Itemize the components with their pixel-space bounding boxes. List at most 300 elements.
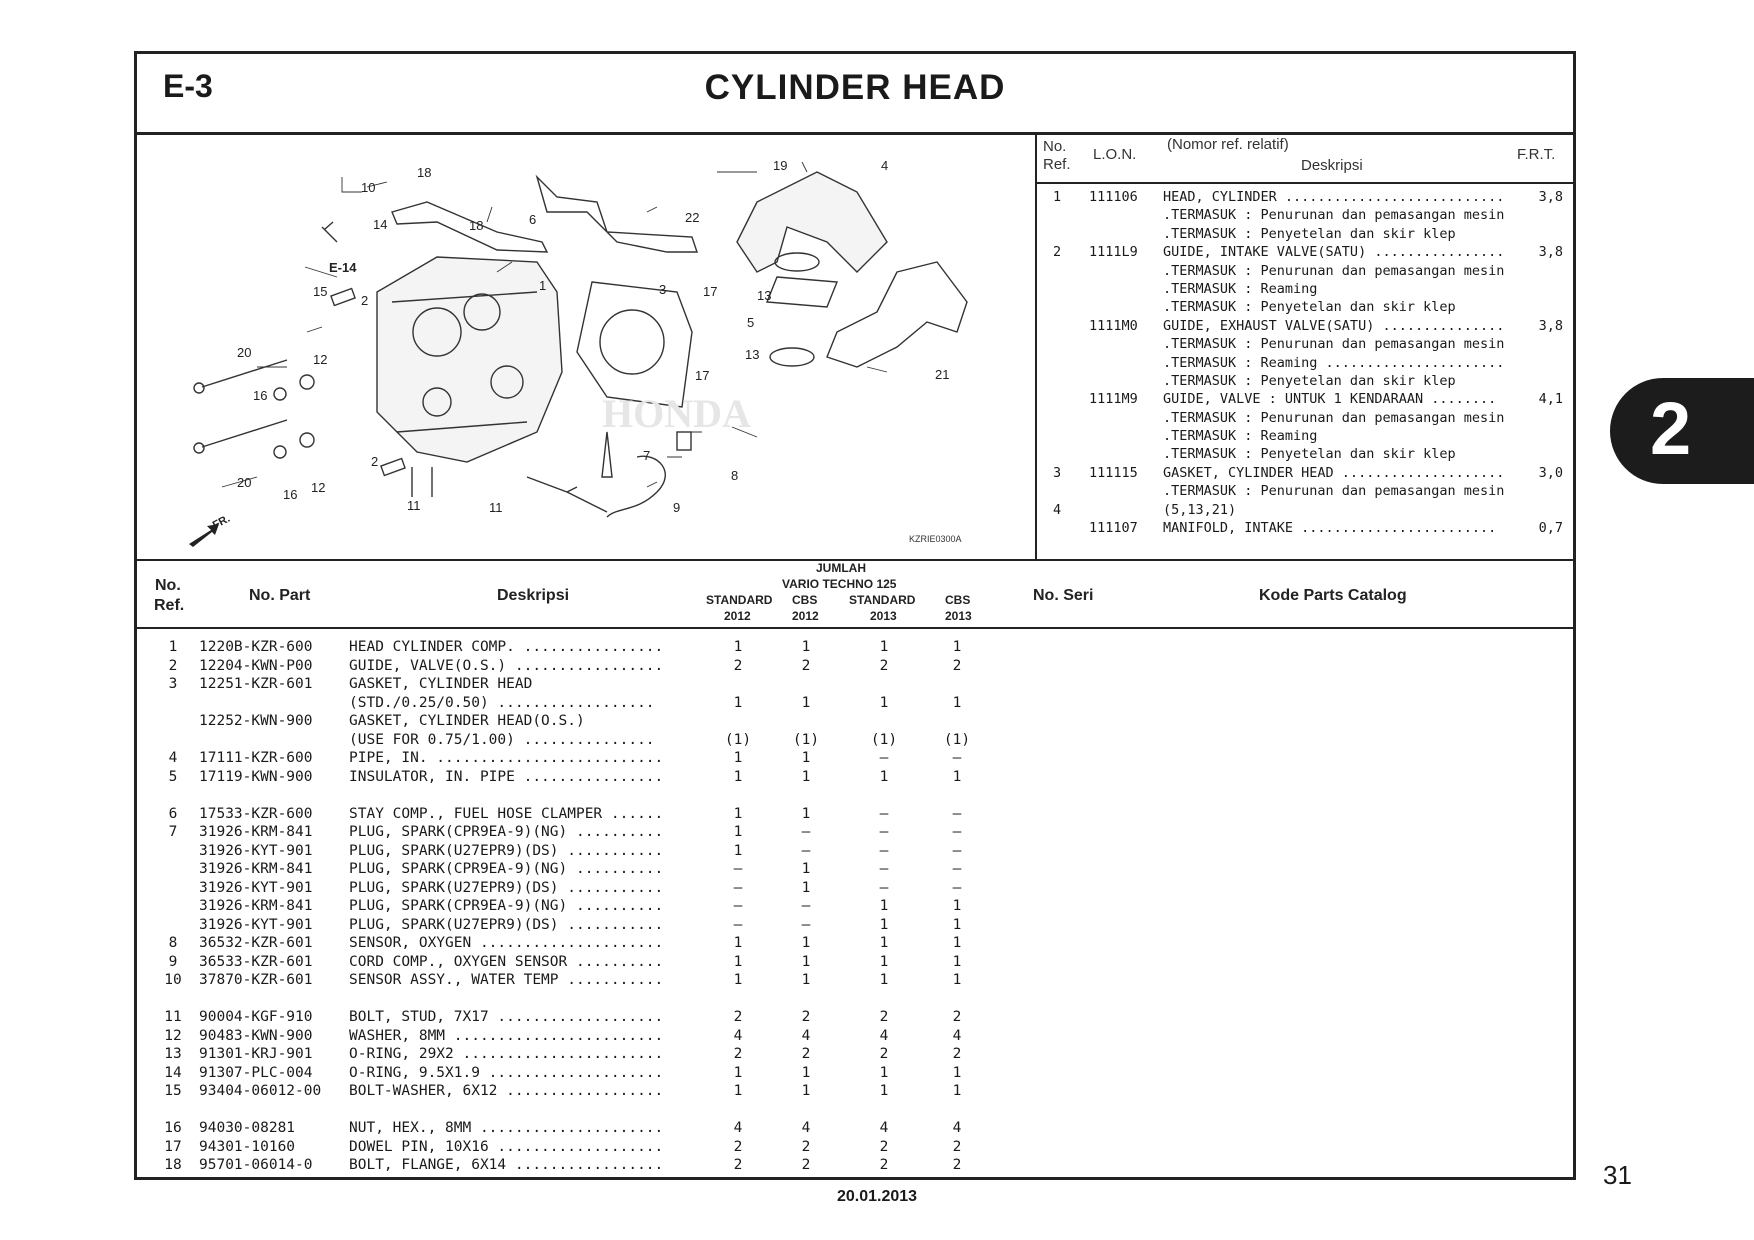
parts-table-body [137,638,1573,1175]
quantity-2: 1 [801,694,811,711]
chapter-tab [1610,378,1754,484]
part-number: 31926-KRM-841 [199,861,313,877]
ref-number: 10 [164,972,182,988]
frt-row [1037,501,1573,519]
callout-11a: 11 [407,498,421,513]
frt-col-deskripsi: Deskripsi [1301,157,1363,174]
quantity-1: 1 [733,824,743,840]
frt-desc: GUIDE, INTAKE VALVE(SATU) ................ [1163,244,1505,261]
part-number: 17533-KZR-600 [199,805,313,822]
callout-18b: 18 [469,218,484,233]
frt-desc: GUIDE, VALVE : UNTUK 1 KENDARAAN ........ [1163,391,1497,408]
ref-number: 11 [164,1009,182,1025]
part-description: SENSOR ASSY., WATER TEMP ........... [349,972,664,988]
quantity-1: 1 [733,842,743,859]
table-row [137,1008,1573,1027]
quantity-1: – [733,879,743,896]
ref-number: 17 [164,1138,182,1155]
table-row [137,823,1573,842]
page-number: 31 [1603,1160,1632,1190]
quantity-4: 2 [952,1009,962,1025]
frt-desc: .TERMASUK : Penyetelan dan skir klep [1163,446,1456,463]
col-no: No. [155,577,181,594]
part-description: NUT, HEX., 8MM ..................... [349,1120,664,1136]
callout-1: 1 [539,278,547,293]
frt-row [1037,188,1573,206]
quantity-3: 1 [879,972,889,988]
intake-pipe-drawing [737,172,887,272]
table-row [137,897,1573,916]
quantity-1: 4 [733,1027,743,1044]
table-row [137,842,1573,861]
ref-number: 15 [164,1083,182,1099]
part-description: PLUG, SPARK(CPR9EA-9)(NG) .......... [349,824,664,840]
callout-16b: 16 [283,487,298,502]
callout-7: 7 [643,448,651,463]
frt-row [1037,482,1573,500]
frt-lon: 1111M9 [1089,391,1138,408]
col-jumlah: JUMLAH [816,561,866,575]
part-number: 90004-KGF-910 [199,1009,313,1025]
table-row [137,934,1573,953]
table-row [137,1064,1573,1083]
frt-desc: GASKET, CYLINDER HEAD .................... [1163,464,1505,481]
callout-19: 19 [773,158,788,173]
part-description: O-RING, 9.5X1.9 .................... [349,1064,664,1081]
quantity-3: – [879,805,889,822]
table-row [137,953,1573,972]
quantity-2: 2 [801,1046,811,1062]
callout-15: 15 [313,284,328,299]
table-row [137,1156,1573,1175]
part-number: 93404-06012-00 [199,1083,322,1099]
quantity-3: 1 [879,1083,889,1099]
page-title: CYLINDER HEAD [704,68,1006,107]
part-number: 17111-KZR-600 [199,750,313,766]
part-number: 17119-KWN-900 [199,768,313,785]
quantity-4: 2 [952,1138,962,1155]
diagram-code: KZRIE0300A [909,534,962,544]
quantity-1: 1 [733,935,743,951]
col-cbs-2013-year: 2013 [945,609,972,623]
table-row [137,1082,1573,1101]
chapter-number: 2 [1650,387,1692,470]
callout-17b: 17 [695,368,710,383]
row-spacer [137,1101,1573,1120]
quantity-2: 2 [801,1138,811,1155]
frt-row [1037,298,1573,316]
quantity-4: 1 [952,1083,962,1099]
quantity-2: 1 [801,750,811,766]
ref-number: 12 [164,1027,182,1044]
ref-number: 4 [168,750,178,766]
col-standard-2012-year: 2012 [724,609,751,623]
part-number: 31926-KYT-901 [199,916,313,933]
quantity-1: 1 [733,805,743,822]
part-description: PLUG, SPARK(CPR9EA-9)(NG) .......... [349,898,664,914]
part-number: 31926-KRM-841 [199,824,313,840]
quantity-3: 2 [879,1157,889,1173]
quantity-3: 4 [879,1027,889,1044]
catalog-page-frame [134,51,1576,1180]
frt-row [1037,354,1573,372]
quantity-2: 1 [801,805,811,822]
frt-desc: .TERMASUK : Penurunan dan pemasangan mesin [1163,409,1505,426]
table-row [137,916,1573,935]
col-standard-2012: STANDARD [706,593,773,607]
quantity-4: 2 [952,1157,962,1173]
part-description: HEAD CYLINDER COMP. ................ [349,639,664,655]
frt-row [1037,206,1573,224]
part-description: GASKET, CYLINDER HEAD(O.S.) [349,713,585,729]
col-no-part: No. Part [249,587,311,604]
callout-2a: 2 [361,293,369,308]
frt-value: 4,1 [1538,391,1563,408]
quantity-1: 1 [733,768,743,785]
frt-desc: MANIFOLD, INTAKE ........................ [1163,520,1497,537]
quantity-1: 1 [733,750,743,766]
ref-number: 5 [168,768,178,785]
stud-bolts-drawing [202,360,287,447]
quantity-2: 1 [801,639,811,655]
quantity-4: – [952,842,962,859]
quantity-3: – [879,879,889,896]
callout-14: 14 [373,217,388,232]
frt-value: 3,0 [1538,464,1563,481]
frt-desc: GUIDE, EXHAUST VALVE(SATU) ............... [1163,317,1505,334]
part-description: GUIDE, VALVE(O.S.) ................. [349,657,664,674]
quantity-3: 1 [879,898,889,914]
diagram-svg [137,132,1035,559]
table-row [137,675,1573,694]
part-description: BOLT-WASHER, 6X12 .................. [349,1083,664,1099]
table-row [137,805,1573,824]
oxygen-sensor-drawing [527,456,665,517]
frt-lon: 111115 [1089,464,1138,481]
quantity-1: 4 [733,1120,743,1136]
quantity-1: – [733,898,743,914]
quantity-2: 2 [801,1009,811,1025]
quantity-4: 1 [952,768,962,785]
frt-col-ref: Ref. [1043,156,1071,173]
ref-number: 14 [164,1064,182,1081]
frt-ref: 3 [1053,464,1062,481]
frt-value: 0,7 [1538,520,1563,537]
callout-6: 6 [529,212,537,227]
quantity-4: 1 [952,1064,962,1081]
part-number: 91301-KRJ-901 [199,1046,313,1062]
col-cbs-2013: CBS [945,593,971,607]
quantity-3: 2 [879,1046,889,1062]
frt-col-no: No. [1043,138,1067,155]
part-description: O-RING, 29X2 ....................... [349,1046,664,1062]
quantity-3: – [879,842,889,859]
part-number: 31926-KYT-901 [199,879,313,896]
quantity-4: – [952,805,962,822]
part-description: PIPE, IN. .......................... [349,750,664,766]
callout-17a: 17 [703,284,718,299]
callout-22: 22 [685,210,700,225]
quantity-2: 1 [801,1083,811,1099]
quantity-2: 1 [801,935,811,951]
quantity-4: 1 [952,953,962,970]
row-spacer [137,990,1573,1009]
frt-row [1037,262,1573,280]
part-description: INSULATOR, IN. PIPE ................ [349,768,664,785]
quantity-3: (1) [870,731,898,748]
quantity-1: 1 [733,694,743,711]
quantity-2: 1 [801,1064,811,1081]
frt-value: 3,8 [1538,189,1563,205]
part-description: (STD./0.25/0.50) .................. [349,694,655,711]
table-row [137,1119,1573,1138]
section-code: E-3 [163,68,213,104]
quantity-1: 1 [733,639,743,655]
part-number: 37870-KZR-601 [199,972,313,988]
col-deskripsi: Deskripsi [497,587,570,604]
callout-20a: 20 [237,345,252,360]
quantity-4: 2 [952,1046,962,1062]
gasket-drawing [577,282,692,407]
col-no-seri: No. Seri [1033,587,1094,604]
frt-row [1037,280,1573,298]
part-description: SENSOR, OXYGEN ..................... [349,935,664,951]
part-number: 91307-PLC-004 [199,1064,313,1081]
quantity-4: 4 [952,1120,962,1136]
frt-row [1037,519,1573,537]
quantity-2: – [801,916,811,933]
col-ref: Ref. [154,597,185,614]
frt-desc: .TERMASUK : Penurunan dan pemasangan mesin [1163,262,1505,279]
callout-4: 4 [881,158,889,173]
quantity-1: 2 [733,657,743,674]
footer-date: 20.01.2013 [836,1188,918,1205]
part-description: PLUG, SPARK(U27EPR9)(DS) ........... [349,916,664,933]
quantity-2: 1 [801,972,811,988]
ref-number: 1 [168,639,178,655]
svg-text:FR.: FR. [210,512,233,532]
ref-number: 2 [168,657,178,674]
quantity-3: 1 [879,935,889,951]
frt-desc: HEAD, CYLINDER ........................... [1163,189,1505,205]
callout-11b: 11 [489,500,503,515]
part-number: 94301-10160 [199,1138,296,1155]
quantity-1: – [733,916,743,933]
frt-row [1037,390,1573,408]
frt-desc: .TERMASUK : Penyetelan dan skir klep [1163,225,1456,242]
frt-value: 3,8 [1538,317,1563,334]
callout-5: 5 [747,315,755,330]
quantity-2: 2 [801,1157,811,1173]
frt-col-lon: L.O.N. [1093,146,1137,163]
quantity-4: 4 [952,1027,962,1044]
ref-number: 3 [168,676,178,692]
quantity-4: – [952,750,962,766]
quantity-1: 1 [733,1083,743,1099]
quantity-2: 2 [801,657,811,674]
quantity-3: 2 [879,657,889,674]
ref-number: 13 [164,1046,182,1062]
col-standard-2013: STANDARD [849,593,916,607]
part-number: 36532-KZR-601 [199,935,313,951]
quantity-3: 1 [879,953,889,970]
quantity-1: 1 [733,972,743,988]
quantity-2: 4 [801,1120,811,1136]
part-description: WASHER, 8MM ........................ [349,1027,664,1044]
callout-13a: 13 [757,288,772,303]
callout-2b: 2 [371,454,379,469]
frt-ref: 4 [1053,501,1062,518]
row-spacer [137,786,1573,805]
frt-row [1037,243,1573,261]
frt-desc: .TERMASUK : Penyetelan dan skir klep [1163,299,1456,316]
part-description: PLUG, SPARK(U27EPR9)(DS) ........... [349,842,664,859]
frt-row [1037,372,1573,390]
frt-desc: (5,13,21) [1163,501,1237,518]
frt-desc: .TERMASUK : Reaming [1163,428,1318,445]
quantity-1: 2 [733,1138,743,1155]
table-row [137,768,1573,787]
ref-number: 6 [168,805,178,822]
quantity-1: 1 [733,1064,743,1081]
callout-12b: 12 [311,480,326,495]
spark-plug-drawing [602,432,612,477]
table-row [137,712,1573,731]
table-row [137,694,1573,713]
frt-desc: .TERMASUK : Penyetelan dan skir klep [1163,372,1456,389]
part-description: PLUG, SPARK(U27EPR9)(DS) ........... [349,879,664,896]
table-row [137,860,1573,879]
frt-desc: .TERMASUK : Penurunan dan pemasangan mesin [1163,483,1505,500]
col-cbs-2012-year: 2012 [792,609,819,623]
frt-value: 3,8 [1538,244,1563,261]
frt-ref: 2 [1053,244,1062,261]
callout-13b: 13 [745,347,760,362]
quantity-4: 1 [952,898,962,914]
quantity-4: 2 [952,657,962,674]
part-number: 12204-KWN-P00 [199,657,313,674]
frt-desc: .TERMASUK : Penurunan dan pemasangan mesin [1163,207,1505,224]
frt-row [1037,409,1573,427]
frt-row [1037,445,1573,463]
page-header [137,54,1573,135]
table-row [137,971,1573,990]
quantity-3: – [879,861,889,877]
quantity-2: 1 [801,768,811,785]
frt-row [1037,317,1573,335]
frt-desc: .TERMASUK : Reaming ...................... [1163,354,1505,371]
frt-row [1037,427,1573,445]
frt-desc: .TERMASUK : Reaming [1163,280,1318,297]
frt-header [1037,132,1573,184]
insulator-drawing [767,277,837,307]
ref-number: 9 [168,953,178,970]
exploded-parts-diagram [137,132,1037,559]
callout-18a: 18 [417,165,432,180]
quantity-1: 2 [733,1009,743,1025]
part-description: BOLT, STUD, 7X17 ................... [349,1009,664,1025]
part-number: 31926-KYT-901 [199,842,313,859]
quantity-3: – [879,750,889,766]
quantity-1: 1 [733,953,743,970]
quantity-2: 1 [801,861,811,877]
table-row [137,1045,1573,1064]
ref-number: 16 [164,1120,182,1136]
quantity-1: 2 [733,1157,743,1173]
quantity-3: 1 [879,768,889,785]
part-description: (USE FOR 0.75/1.00) ............... [349,731,655,748]
callout-12a: 12 [313,352,328,367]
quantity-4: 1 [952,639,962,655]
frt-lon: 1111M0 [1089,317,1138,334]
parts-table-header [137,559,1573,629]
quantity-1: 2 [733,1046,743,1062]
table-row [137,638,1573,657]
callout-9: 9 [673,500,681,515]
col-model: VARIO TECHNO 125 [782,577,897,591]
quantity-2: – [801,898,811,914]
col-kode-parts-catalog: Kode Parts Catalog [1259,587,1407,604]
quantity-3: 1 [879,916,889,933]
quantity-2: 4 [801,1027,811,1044]
part-number: 12252-KWN-900 [199,713,313,729]
quantity-4: 1 [952,694,962,711]
frt-lon: 1111L9 [1089,244,1138,261]
frt-row [1037,464,1573,482]
quantity-3: 1 [879,1064,889,1081]
part-number: 31926-KRM-841 [199,898,313,914]
manifold-drawing [827,262,967,367]
callout-3: 3 [659,282,667,297]
quantity-4: – [952,879,962,896]
part-description: BOLT, FLANGE, 6X14 ................. [349,1157,664,1173]
quantity-3: 4 [879,1120,889,1136]
quantity-4: – [952,861,962,877]
quantity-3: 2 [879,1138,889,1155]
table-row [137,1027,1573,1046]
part-number: 1220B-KZR-600 [199,639,313,655]
part-number: 36533-KZR-601 [199,953,313,970]
quantity-4: (1) [943,731,971,748]
callout-16a: 16 [253,388,268,403]
frt-panel [1037,132,1573,559]
quantity-4: 1 [952,916,962,933]
ref-number: 8 [168,935,178,951]
quantity-4: – [952,824,962,840]
part-description: PLUG, SPARK(CPR9EA-9)(NG) .......... [349,861,664,877]
table-row [137,657,1573,676]
part-number: 12251-KZR-601 [199,676,313,692]
part-number: 94030-08281 [199,1120,296,1136]
quantity-3: 1 [879,639,889,655]
quantity-1: – [733,861,743,877]
quantity-4: 1 [952,972,962,988]
part-number: 95701-06014-0 [199,1157,313,1173]
part-description: GASKET, CYLINDER HEAD [349,676,533,692]
callout-8: 8 [731,468,739,483]
callout-21: 21 [935,367,950,382]
table-row [137,731,1573,750]
clamper-drawing [537,177,700,252]
honda-watermark: HONDA [602,391,751,436]
frt-col-nomor: (Nomor ref. relatif) [1167,136,1289,153]
quantity-2: 1 [801,953,811,970]
callout-10: 10 [361,180,376,195]
table-row [137,749,1573,768]
callout-e14: E-14 [329,260,357,275]
ref-number: 18 [164,1157,182,1173]
water-temp-sensor-drawing [322,222,337,242]
